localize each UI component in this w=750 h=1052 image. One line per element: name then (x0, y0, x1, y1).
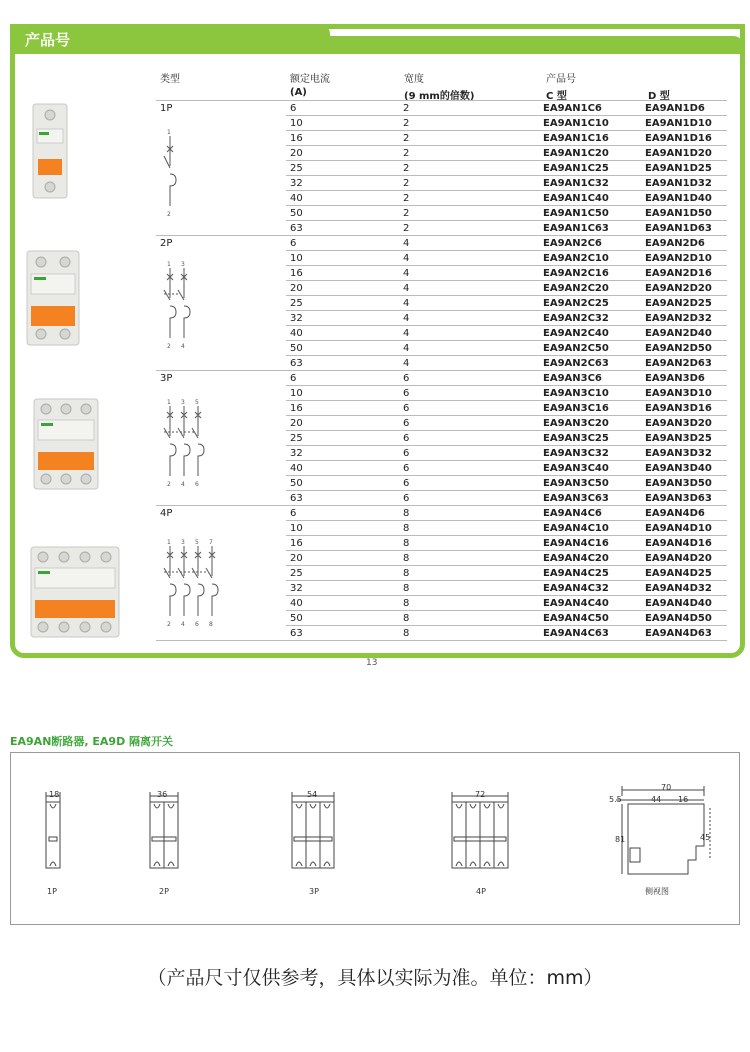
table-row (156, 581, 727, 596)
width-cell: 6 (399, 416, 539, 431)
table-row (156, 146, 727, 161)
c-model-cell: EA9AN3C10 (539, 386, 641, 401)
table-row (156, 101, 727, 116)
schematic-3p (160, 396, 210, 488)
table-row (156, 416, 727, 431)
d-model-cell: EA9AN2D40 (641, 326, 727, 341)
width-cell: 2 (399, 221, 539, 236)
width-cell: 2 (399, 191, 539, 206)
type-cell (156, 221, 286, 236)
svg-text:4: 4 (181, 481, 185, 488)
amps-cell: 32 (286, 446, 399, 461)
side-front: 44 (651, 795, 662, 804)
d-model-cell: EA9AN1D50 (641, 206, 727, 221)
breaker-2p-image (26, 250, 80, 346)
header-amps: 额定电流 (290, 74, 330, 85)
svg-text:4: 4 (181, 343, 185, 350)
amps-cell: 25 (286, 161, 399, 176)
width-cell: 4 (399, 281, 539, 296)
c-model-cell: EA9AN2C32 (539, 311, 641, 326)
side-rear: 16 (678, 795, 689, 804)
c-model-cell: EA9AN2C16 (539, 266, 641, 281)
c-model-cell: EA9AN2C6 (539, 236, 641, 251)
table-row (156, 281, 727, 296)
d-model-cell: EA9AN3D16 (641, 401, 727, 416)
d-model-cell: EA9AN3D25 (641, 431, 727, 446)
amps-cell: 25 (286, 431, 399, 446)
side-depth: 70 (661, 783, 672, 792)
type-cell: 1P (156, 101, 286, 116)
amps-cell: 10 (286, 521, 399, 536)
width-cell: 2 (399, 116, 539, 131)
c-model-cell: EA9AN4C20 (539, 551, 641, 566)
side-height: 81 (615, 835, 626, 844)
width-cell: 8 (399, 536, 539, 551)
c-model-cell: EA9AN3C20 (539, 416, 641, 431)
d-model-cell: EA9AN2D16 (641, 266, 727, 281)
amps-cell: 20 (286, 416, 399, 431)
width-cell: 4 (399, 326, 539, 341)
d-model-cell: EA9AN2D25 (641, 296, 727, 311)
c-model-cell: EA9AN4C10 (539, 521, 641, 536)
table-row (156, 476, 727, 491)
c-model-cell: EA9AN1C20 (539, 146, 641, 161)
footnote: （产品尺寸仅供参考，具体以实际为准。单位：mm） (147, 967, 603, 989)
svg-text:3: 3 (181, 539, 185, 546)
width-cell: 8 (399, 551, 539, 566)
width-cell: 4 (399, 356, 539, 371)
amps-cell: 16 (286, 266, 399, 281)
amps-cell: 40 (286, 596, 399, 611)
svg-text:7: 7 (209, 539, 213, 546)
d-model-cell: EA9AN3D20 (641, 416, 727, 431)
header-type: 类型 (160, 74, 180, 85)
amps-cell: 6 (286, 236, 399, 251)
table-row (156, 206, 727, 221)
amps-cell: 20 (286, 146, 399, 161)
c-model-cell: EA9AN4C40 (539, 596, 641, 611)
c-model-cell: EA9AN4C6 (539, 506, 641, 521)
outline-1p (38, 790, 68, 870)
width-cell: 4 (399, 251, 539, 266)
schematic-1p (160, 126, 180, 218)
c-model-cell: EA9AN2C25 (539, 296, 641, 311)
d-model-cell: EA9AN3D10 (641, 386, 727, 401)
c-model-cell: EA9AN4C50 (539, 611, 641, 626)
breaker-3p-image (33, 398, 99, 490)
d-model-cell: EA9AN1D32 (641, 176, 727, 191)
outline-4p (444, 790, 514, 870)
svg-text:5: 5 (195, 399, 199, 406)
width-cell: 8 (399, 506, 539, 521)
table-row (156, 191, 727, 206)
breaker-1p-image (32, 103, 68, 199)
c-model-cell: EA9AN1C63 (539, 221, 641, 236)
c-model-cell: EA9AN4C16 (539, 536, 641, 551)
header-d-type: D 型 (648, 91, 670, 102)
svg-text:3: 3 (181, 399, 185, 406)
amps-cell: 32 (286, 176, 399, 191)
table-row (156, 506, 727, 521)
table-row (156, 176, 727, 191)
c-model-cell: EA9AN2C10 (539, 251, 641, 266)
c-model-cell: EA9AN3C25 (539, 431, 641, 446)
width-cell: 6 (399, 431, 539, 446)
svg-text:1: 1 (167, 129, 171, 136)
d-model-cell: EA9AN1D20 (641, 146, 727, 161)
header-amps-unit: (A) (290, 87, 307, 98)
amps-cell: 63 (286, 626, 399, 641)
side-step: 45 (700, 833, 711, 842)
svg-text:1: 1 (167, 261, 171, 268)
c-model-cell: EA9AN4C32 (539, 581, 641, 596)
amps-cell: 20 (286, 281, 399, 296)
width-2p: 36 (157, 790, 168, 799)
d-model-cell: EA9AN1D40 (641, 191, 727, 206)
amps-cell: 50 (286, 206, 399, 221)
c-model-cell: EA9AN3C16 (539, 401, 641, 416)
amps-cell: 40 (286, 191, 399, 206)
header-width-unit: (9 mm的倍数) (404, 91, 475, 102)
d-model-cell: EA9AN3D63 (641, 491, 727, 506)
c-model-cell: EA9AN1C40 (539, 191, 641, 206)
table-row (156, 521, 727, 536)
svg-text:8: 8 (209, 621, 213, 628)
type-cell (156, 356, 286, 371)
amps-cell: 50 (286, 341, 399, 356)
c-model-cell: EA9AN3C6 (539, 371, 641, 386)
table-row (156, 431, 727, 446)
table-row (156, 386, 727, 401)
svg-text:2: 2 (167, 343, 171, 350)
c-model-cell: EA9AN2C50 (539, 341, 641, 356)
type-cell: 2P (156, 236, 286, 251)
amps-cell: 16 (286, 536, 399, 551)
width-1p: 18 (49, 790, 60, 799)
c-model-cell: EA9AN4C63 (539, 626, 641, 641)
width-cell: 8 (399, 596, 539, 611)
header-width: 宽度 (404, 74, 424, 85)
d-model-cell: EA9AN2D63 (641, 356, 727, 371)
d-model-cell: EA9AN4D16 (641, 536, 727, 551)
amps-cell: 6 (286, 371, 399, 386)
width-cell: 4 (399, 266, 539, 281)
page-number: 13 (366, 658, 378, 668)
amps-cell: 16 (286, 401, 399, 416)
panel-header-bar (318, 36, 745, 54)
svg-text:3: 3 (181, 261, 185, 268)
table-row (156, 611, 727, 626)
amps-cell: 63 (286, 221, 399, 236)
width-cell: 8 (399, 521, 539, 536)
d-model-cell: EA9AN2D32 (641, 311, 727, 326)
d-model-cell: EA9AN4D25 (641, 566, 727, 581)
amps-cell: 20 (286, 551, 399, 566)
table-row (156, 626, 727, 641)
amps-cell: 25 (286, 566, 399, 581)
width-cell: 8 (399, 611, 539, 626)
c-model-cell: EA9AN1C50 (539, 206, 641, 221)
side-offset: 5.5 (609, 795, 622, 804)
amps-cell: 10 (286, 251, 399, 266)
label-4p: 4P (476, 887, 486, 896)
c-model-cell: EA9AN4C25 (539, 566, 641, 581)
d-model-cell: EA9AN1D63 (641, 221, 727, 236)
svg-text:4: 4 (181, 621, 185, 628)
table-row (156, 161, 727, 176)
d-model-cell: EA9AN4D63 (641, 626, 727, 641)
label-3p: 3P (309, 887, 319, 896)
header-c-type: C 型 (546, 91, 567, 102)
c-model-cell: EA9AN2C63 (539, 356, 641, 371)
svg-text:1: 1 (167, 539, 171, 546)
table-row (156, 596, 727, 611)
width-cell: 6 (399, 401, 539, 416)
table-row (156, 446, 727, 461)
d-model-cell: EA9AN3D50 (641, 476, 727, 491)
type-cell: 4P (156, 506, 286, 521)
label-2p: 2P (159, 887, 169, 896)
width-cell: 4 (399, 311, 539, 326)
table-row (156, 116, 727, 131)
amps-cell: 50 (286, 476, 399, 491)
d-model-cell: EA9AN3D40 (641, 461, 727, 476)
d-model-cell: EA9AN2D50 (641, 341, 727, 356)
svg-text:6: 6 (195, 621, 199, 628)
c-model-cell: EA9AN1C16 (539, 131, 641, 146)
outline-3p (284, 790, 340, 870)
width-cell: 2 (399, 206, 539, 221)
outline-2p (142, 790, 182, 870)
c-model-cell: EA9AN3C63 (539, 491, 641, 506)
svg-text:6: 6 (195, 481, 199, 488)
width-cell: 6 (399, 386, 539, 401)
amps-cell: 25 (286, 296, 399, 311)
c-model-cell: EA9AN3C32 (539, 446, 641, 461)
amps-cell: 6 (286, 506, 399, 521)
table-row (156, 491, 727, 506)
product-table (156, 100, 727, 641)
amps-cell: 6 (286, 101, 399, 116)
table-row (156, 266, 727, 281)
type-cell (156, 491, 286, 506)
width-cell: 2 (399, 176, 539, 191)
svg-text:1: 1 (167, 399, 171, 406)
section-title: 产品号 (25, 31, 71, 49)
d-model-cell: EA9AN3D32 (641, 446, 727, 461)
width-cell: 2 (399, 131, 539, 146)
table-row (156, 461, 727, 476)
c-model-cell: EA9AN1C6 (539, 101, 641, 116)
width-3p: 54 (307, 790, 318, 799)
table-row (156, 356, 727, 371)
width-cell: 6 (399, 446, 539, 461)
amps-cell: 63 (286, 356, 399, 371)
width-cell: 8 (399, 581, 539, 596)
c-model-cell: EA9AN1C25 (539, 161, 641, 176)
header-product: 产品号 (546, 74, 576, 85)
width-cell: 2 (399, 161, 539, 176)
d-model-cell: EA9AN1D16 (641, 131, 727, 146)
type-cell: 3P (156, 371, 286, 386)
table-row (156, 341, 727, 356)
width-cell: 6 (399, 461, 539, 476)
width-cell: 4 (399, 296, 539, 311)
c-model-cell: EA9AN2C20 (539, 281, 641, 296)
width-cell: 4 (399, 236, 539, 251)
table-row (156, 131, 727, 146)
table-row (156, 236, 727, 251)
d-model-cell: EA9AN2D20 (641, 281, 727, 296)
c-model-cell: EA9AN1C10 (539, 116, 641, 131)
dimensions-title: EA9AN断路器, EA9D 隔离开关 (10, 735, 174, 748)
d-model-cell: EA9AN4D6 (641, 506, 727, 521)
amps-cell: 32 (286, 581, 399, 596)
breaker-4p-image (30, 546, 120, 638)
d-model-cell: EA9AN4D40 (641, 596, 727, 611)
table-row (156, 536, 727, 551)
label-1p: 1P (47, 887, 57, 896)
table-row (156, 251, 727, 266)
table-row (156, 326, 727, 341)
table-row (156, 371, 727, 386)
d-model-cell: EA9AN2D6 (641, 236, 727, 251)
d-model-cell: EA9AN4D32 (641, 581, 727, 596)
width-cell: 8 (399, 626, 539, 641)
d-model-cell: EA9AN1D25 (641, 161, 727, 176)
width-cell: 6 (399, 476, 539, 491)
d-model-cell: EA9AN1D6 (641, 101, 727, 116)
amps-cell: 40 (286, 326, 399, 341)
width-cell: 2 (399, 101, 539, 116)
amps-cell: 10 (286, 386, 399, 401)
d-model-cell: EA9AN4D20 (641, 551, 727, 566)
table-row (156, 311, 727, 326)
svg-text:2: 2 (167, 481, 171, 488)
amps-cell: 10 (286, 116, 399, 131)
c-model-cell: EA9AN2C40 (539, 326, 641, 341)
amps-cell: 63 (286, 491, 399, 506)
d-model-cell: EA9AN4D10 (641, 521, 727, 536)
type-cell (156, 521, 286, 536)
width-cell: 6 (399, 371, 539, 386)
width-cell: 4 (399, 341, 539, 356)
amps-cell: 50 (286, 611, 399, 626)
table-row (156, 296, 727, 311)
schematic-2p (160, 258, 196, 350)
width-cell: 2 (399, 146, 539, 161)
table-row (156, 551, 727, 566)
d-model-cell: EA9AN1D10 (641, 116, 727, 131)
d-model-cell: EA9AN2D10 (641, 251, 727, 266)
width-4p: 72 (475, 790, 486, 799)
c-model-cell: EA9AN3C40 (539, 461, 641, 476)
width-cell: 6 (399, 491, 539, 506)
schematic-4p (160, 536, 224, 628)
side-view-label: 侧视图 (645, 887, 669, 896)
width-cell: 8 (399, 566, 539, 581)
c-model-cell: EA9AN3C50 (539, 476, 641, 491)
amps-cell: 40 (286, 461, 399, 476)
d-model-cell: EA9AN4D50 (641, 611, 727, 626)
amps-cell: 16 (286, 131, 399, 146)
d-model-cell: EA9AN3D6 (641, 371, 727, 386)
amps-cell: 32 (286, 311, 399, 326)
c-model-cell: EA9AN1C32 (539, 176, 641, 191)
table-row (156, 401, 727, 416)
svg-text:5: 5 (195, 539, 199, 546)
table-row (156, 221, 727, 236)
svg-text:2: 2 (167, 211, 171, 218)
svg-text:2: 2 (167, 621, 171, 628)
table-row (156, 566, 727, 581)
